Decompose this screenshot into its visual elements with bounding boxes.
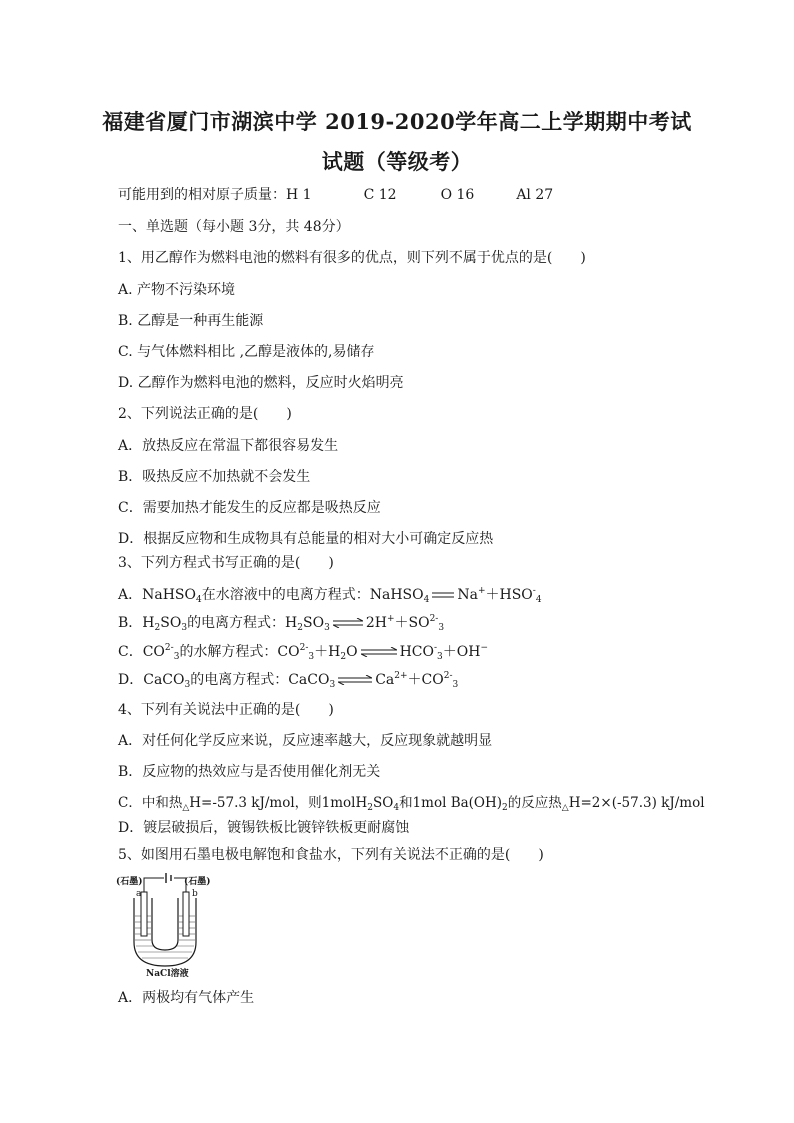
reversible-arrow-icon xyxy=(338,675,372,685)
label-a: a xyxy=(136,889,142,899)
q3-stem: 3、下列方程式书写正确的是( ) xyxy=(118,555,334,571)
label-solution: NaCl溶液 xyxy=(146,969,189,978)
wire-left xyxy=(144,878,164,892)
q5-stem: 5、如图用石墨电极电解饱和食盐水，下列有关说法不正确的是( ) xyxy=(118,847,544,863)
atomic-mass-label: 可能用到的相对原子质量： xyxy=(118,187,286,203)
atomic-mass-c: C 12 xyxy=(363,187,397,203)
label-left-electrode: (石墨) xyxy=(116,877,143,887)
q2-option-c: C．需要加热才能发生的反应都是吸热反应 xyxy=(118,500,381,516)
electrode-a xyxy=(141,892,147,936)
q4-option-c: C．中和热$_\triangle$H=-57.3 kJ/mol，则$1molH_2SO_4$和1mol $Ba(OH)_2$的反应热$_\triangle$H=2×(-57.3) kJ/mol xyxy=(118,795,705,813)
electrode-b xyxy=(183,892,189,936)
q2-stem: 2、下列说法正确的是( ) xyxy=(118,406,292,422)
exam-title-line1: 福建省厦门市湖滨中学 2019-2020学年高二上学期期中考试 xyxy=(102,109,692,134)
q1-option-d: D. 乙醇作为燃料电池的燃料，反应时火焰明亮 xyxy=(118,375,404,391)
q2-option-b: B．吸热反应不加热就不会发生 xyxy=(118,469,311,485)
q4-option-b: B．反应物的热效应与是否使用催化剂无关 xyxy=(118,764,381,780)
q3-option-d: D．CaCO$_3$的电离方程式：CaCO$_3$ $Ca^{2+}+CO^{2-}_3$ xyxy=(118,671,459,690)
label-b: b xyxy=(192,889,198,899)
q2-option-d: D．根据反应物和生成物具有总能量的相对大小可确定反应热 xyxy=(118,531,494,547)
q1-option-c: C. 与气体燃料相比 ,乙醇是液体的,易储存 xyxy=(118,344,375,360)
atomic-mass-h: H 1 xyxy=(286,187,312,203)
q3-option-c: C．$CO^{2-}_3$的水解方程式：$CO^{2-}_3+H_2O$ $HCO^-_3+OH^-$ xyxy=(118,643,489,662)
equals-arrow-icon xyxy=(432,591,454,599)
q4-option-a: A．对任何化学反应来说，反应速率越大，反应现象就越明显 xyxy=(118,733,493,749)
q3-option-a: A．NaHSO$_4$在水溶液中的电离方程式：NaHSO$_4$ $Na^++HSO^-_4$ xyxy=(118,586,542,605)
atomic-mass-al: Al 27 xyxy=(516,187,554,203)
exam-title-line2: 试题（等级考） xyxy=(321,149,473,174)
atomic-mass-o: O 16 xyxy=(440,187,475,203)
q1-stem: 1、用乙醇作为燃料电池的燃料有很多的优点，则下列不属于优点的是( ) xyxy=(118,250,586,266)
q1-option-b: B. 乙醇是一种再生能源 xyxy=(118,313,264,329)
reversible-arrow-icon xyxy=(361,647,397,657)
q4-option-d: D．镀层破损后，镀锡铁板比镀锌铁板更耐腐蚀 xyxy=(118,820,410,836)
q1-option-a: A. 产物不污染环境 xyxy=(118,282,236,298)
label-right-electrode: (石墨) xyxy=(184,877,211,887)
q3-option-b: B．$H_2SO_3$的电离方程式：$H_2SO_3$ $2H^++SO^{2-}_3$ xyxy=(118,614,445,633)
section-heading: 一、单选题（每小题 3分，共 48分） xyxy=(118,219,350,235)
q2-option-a: A．放热反应在常温下都很容易发生 xyxy=(118,438,339,454)
reversible-arrow-icon xyxy=(333,618,363,628)
u-tube-inner xyxy=(152,898,178,950)
atomic-mass-line xyxy=(118,186,553,204)
q5-option-a: A．两极均有气体产生 xyxy=(118,990,255,1006)
q4-stem: 4、下列有关说法中正确的是( ) xyxy=(118,702,334,718)
electrolysis-diagram xyxy=(116,872,226,978)
